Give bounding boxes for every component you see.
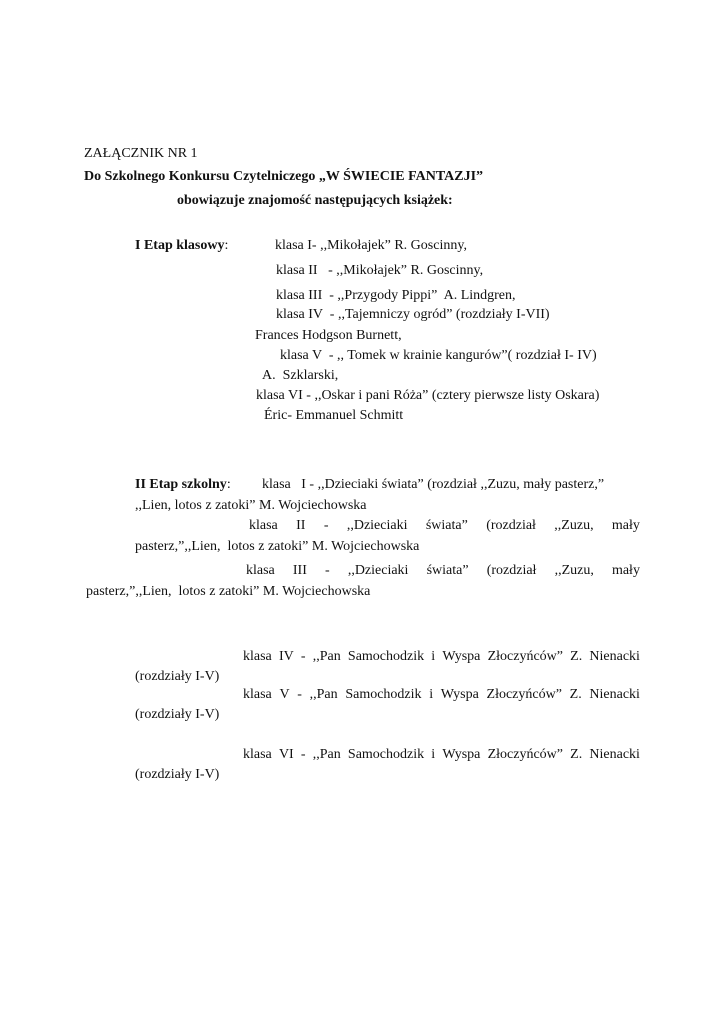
klasa4-line1	[243, 648, 640, 666]
etap2-klasa2-line2: pasterz,”,,Lien, lotos z zatoki” M. Wojciechowska	[135, 539, 420, 554]
word: -	[323, 518, 329, 533]
etap1-line-6: klasa V - ,, Tomek w krainie kangurów”( rozdział I- IV)	[280, 348, 597, 363]
etap2-klasa3-line2: pasterz,”,,Lien, lotos z zatoki” M. Wojciechowska	[86, 584, 371, 599]
etap1-line-9: Éric- Emmanuel Schmitt	[264, 408, 404, 423]
etap1-line-8: klasa VI - ,,Oskar i pani Róża” (cztery pierwsze listy Oskara)	[256, 388, 600, 403]
etap1-heading	[135, 237, 228, 255]
word: (rozdział	[486, 518, 536, 533]
word: świata”	[425, 518, 468, 533]
etap1-line-2: klasa II - ,,Mikołajek” R. Goscinny,	[276, 263, 484, 278]
word: Z.	[569, 687, 582, 702]
word: -	[325, 563, 330, 578]
word: Wyspa	[440, 687, 479, 702]
word: ,,Dzieciaki	[346, 518, 408, 533]
etap1-line-1: klasa I- ,,Mikołajek” R. Goscinny,	[275, 238, 467, 253]
word: -	[300, 747, 306, 762]
etap1-label: I Etap klasowy	[135, 238, 225, 253]
word: ,,Zuzu,	[554, 563, 594, 578]
word: Złoczyńców”	[486, 687, 562, 702]
requirement-line: obowiązuje znajomość następujących książek:	[177, 193, 453, 208]
word: klasa	[249, 518, 278, 533]
attachment-title: ZAŁĄCZNIK NR 1	[84, 146, 198, 161]
word: IV	[278, 649, 294, 664]
word: Złoczyńców”	[487, 649, 563, 664]
word: III	[292, 563, 307, 578]
word: klasa	[243, 649, 272, 664]
word: Samochodzik	[347, 747, 425, 762]
etap2-klasa2-line1	[249, 517, 640, 535]
etap2-heading	[135, 476, 231, 494]
word: klasa	[243, 687, 272, 702]
klasa5-line1	[243, 686, 640, 704]
etap1-line-3: klasa III - ,,Przygody Pippi” A. Lindgren,	[276, 288, 516, 303]
word: klasa	[246, 563, 275, 578]
word: VI	[278, 747, 294, 762]
word: Nienacki	[589, 747, 640, 762]
etap2-label: II Etap szkolny	[135, 477, 227, 492]
word: ,,Zuzu,	[554, 518, 594, 533]
word: mały	[611, 563, 640, 578]
etap2-colon: :	[226, 477, 231, 492]
word: ,,Pan	[309, 687, 338, 702]
word: Samochodzik	[347, 649, 425, 664]
word: świata”	[426, 563, 469, 578]
etap1-line-7: A. Szklarski,	[262, 368, 339, 383]
contest-title: Do Szkolnego Konkursu Czytelniczego „W ŚWIECIE FANTAZJI”	[84, 169, 484, 184]
word: mały	[611, 518, 640, 533]
word: ,,Pan	[312, 747, 341, 762]
word: i	[431, 747, 436, 762]
word: ,,Pan	[312, 649, 341, 664]
etap1-line-4: klasa IV - ,,Tajemniczy ogród” (rozdziały I-VII)	[276, 307, 550, 322]
word: klasa	[243, 747, 272, 762]
etap1-colon: :	[224, 238, 229, 253]
word: Wyspa	[442, 747, 481, 762]
word: -	[297, 687, 302, 702]
word: Nienacki	[589, 687, 640, 702]
klasa4-line2: (rozdziały I-V)	[135, 669, 220, 684]
klasa6-line1	[243, 746, 640, 764]
etap1-line-5: Frances Hodgson Burnett,	[255, 328, 402, 343]
word: Nienacki	[589, 649, 640, 664]
word: Z.	[570, 649, 583, 664]
word: i	[431, 649, 436, 664]
word: Z.	[570, 747, 583, 762]
word: Złoczyńców”	[487, 747, 563, 762]
klasa5-line2: (rozdziały I-V)	[135, 707, 220, 722]
word: (rozdział	[486, 563, 537, 578]
klasa6-line2: (rozdziały I-V)	[135, 767, 220, 782]
etap2-klasa1-line2: ,,Lien, lotos z zatoki” M. Wojciechowska	[135, 498, 367, 513]
word: Wyspa	[442, 649, 481, 664]
etap2-klasa3-line1	[246, 562, 640, 580]
word: ,,Dzieciaki	[347, 563, 409, 578]
word: II	[296, 518, 306, 533]
etap2-klasa1-line1: klasa I - ,,Dzieciaki świata” (rozdział ,,Zuzu, mały pasterz,”	[262, 477, 605, 492]
word: Samochodzik	[345, 687, 422, 702]
word: i	[429, 687, 434, 702]
word: -	[300, 649, 306, 664]
word: V	[279, 687, 290, 702]
